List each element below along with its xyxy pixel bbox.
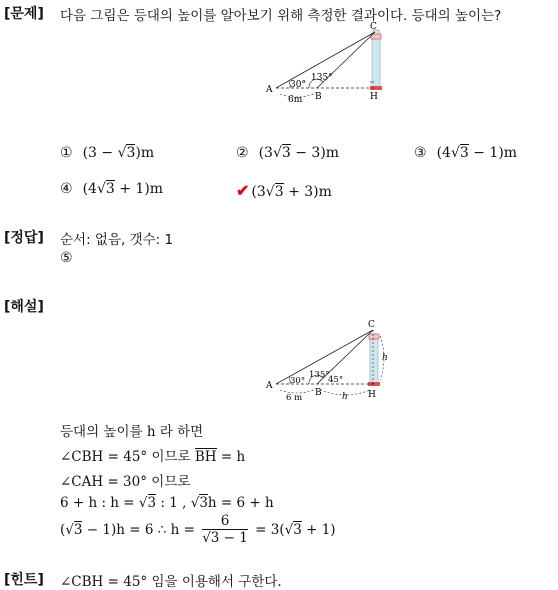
solution-line-1: 등대의 높이를 h 라 하면 [60,424,204,440]
svg-text:H: H [368,390,376,400]
svg-text:30°: 30° [290,376,306,386]
question-text: 다음 그림은 등대의 높이를 알아보기 위해 측정한 결과이다. 등대의 높이는? [60,8,502,24]
solution-line-2: ∠CBH = 45° 이므로 BH = h [60,449,246,465]
hint-label: [힌트] [4,572,44,588]
hint-text: ∠CBH = 45° 임을 이용해서 구한다. [60,574,282,590]
svg-text:A: A [266,381,273,391]
svg-text:B: B [315,388,322,398]
answer-meta: 순서: 없음, 갯수: 1 [60,232,174,248]
choice-4[interactable]: ④ (4√3 + 1)m [60,181,164,197]
fig-length-ab: 6m [288,95,303,104]
solution-line-4: 6 + h : h = √3 : 1 , √3h = 6 + h [60,495,274,511]
question-label: [문제] [4,6,44,22]
solution-line-3: ∠CAH = 30° 이므로 [60,474,191,490]
svg-text:h: h [382,353,388,363]
answer-label: [정답] [4,230,44,246]
fig-c: C [370,22,377,32]
fig-h: H [370,92,378,102]
solution-line-5: (√3 − 1)h = 6 ∴ h = $\frac{6}{√3 - 1}$ = 3(√3 + 1) [60,513,336,546]
fig-angle-b: 135° [311,73,333,83]
fig-a: A [266,85,273,95]
choice-5[interactable]: ✔ (3√3 + 3)m [236,181,332,200]
question-figure [262,20,392,104]
choice-1[interactable]: ① (3 − √3)m [60,145,155,161]
solution-figure [262,316,392,404]
solution-label: [해설] [4,299,44,315]
check-icon: ✔ [236,181,250,200]
svg-text:135°: 135° [309,370,330,380]
svg-text:h: h [342,392,348,402]
answer-value: ⑤ [60,250,73,266]
choice-3[interactable]: ③ (4√3 − 1)m [414,145,518,161]
svg-text:6 m: 6 m [286,393,303,403]
fig-angle-a: 30° [290,80,306,90]
fig-b: B [315,92,322,102]
svg-text:45°: 45° [328,375,344,385]
choice-2[interactable]: ② (3√3 − 3)m [236,145,340,161]
svg-text:C: C [368,320,375,330]
